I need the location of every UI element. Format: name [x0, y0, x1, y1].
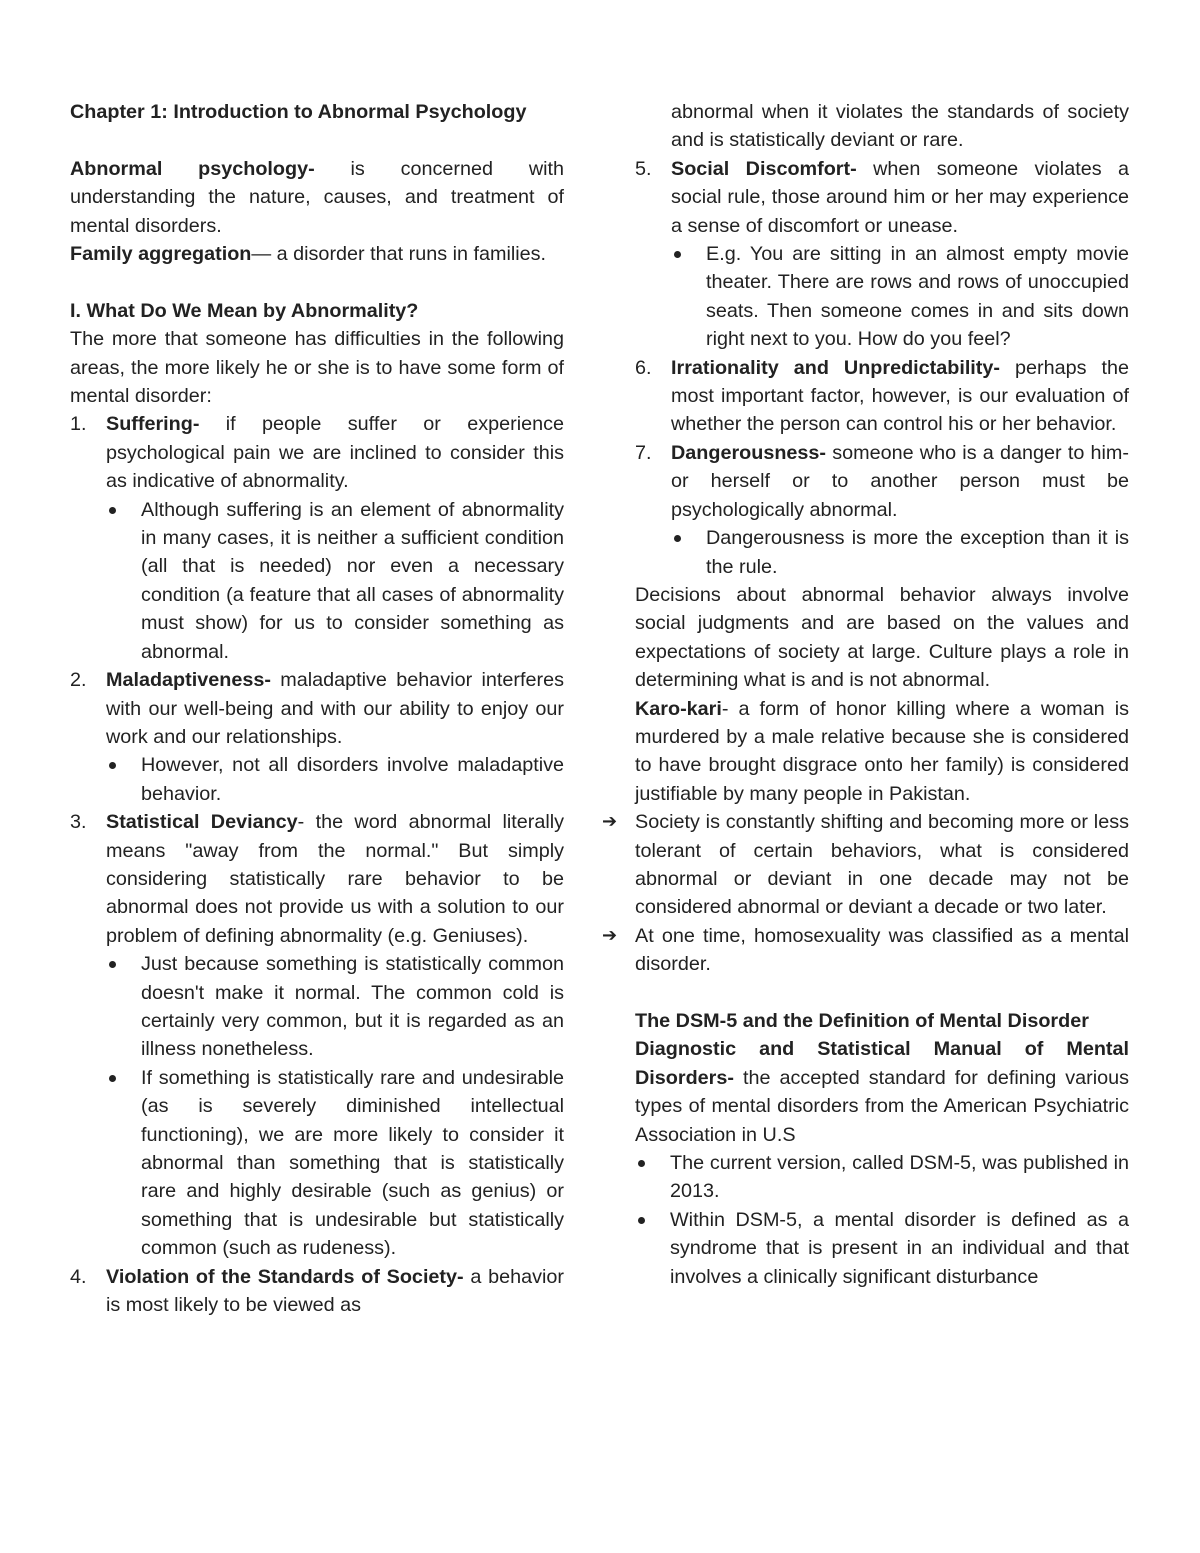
criteria-list — [70, 410, 564, 495]
bullet-dot-icon — [109, 1075, 116, 1082]
list-item: Within DSM-5, a mental disorder is defined as a syndrome that is present in an individual and that involves a clinically significant disturbance — [635, 1206, 1129, 1291]
section-intro: The more that someone has difficulties in the following areas, the more likely he or she is to have some form of mental disorder: — [70, 328, 564, 408]
definition-abnormal-psychology: Abnormal psychology- is concerned with understanding the nature, causes, and treatment of mental disorders. — [70, 157, 564, 237]
criteria-list — [635, 155, 1129, 240]
bullet-dot-icon — [638, 1160, 645, 1167]
list-item: 5. Social Discomfort- when someone violates a social rule, those around him or her may experience a sense of discomfort or unease. — [635, 157, 1129, 237]
bullet-list — [70, 496, 564, 666]
definition-family-aggregation: Family aggregation— a disorder that runs in families. — [70, 243, 547, 266]
bullet-dot-icon — [638, 1217, 645, 1224]
list-item: 3. Statistical Deviancy- the word abnormal literally means "away from the normal." But simply considering statistically rare behavior to be abnormal does not provide us with a solution to our problem of defining abnormality (e.g. Geniuses). — [70, 811, 565, 947]
criteria-list — [70, 808, 564, 950]
dsm-heading: The DSM-5 and the Definition of Mental Disorder — [635, 1009, 1089, 1032]
decisions-paragraph: Decisions about abnormal behavior always involve social judgments and are based on the values and expectations of society at large. Culture plays a role in determining what is and is not abnormal. — [635, 583, 1129, 692]
list-item: Just because something is statistically common doesn't make it normal. The common cold is certainly very common, but it is regarded as an illness nonetheless. — [106, 950, 564, 1064]
list-item: If something is statistically rare and undesirable (as is severely diminished intellectual functioning), we are more likely to consider it abnormal than something that is statistically rare and highly desirable (such as genius) or something that is undesirable but statistically common (such as rudeness). — [106, 1064, 564, 1263]
bullet-list — [635, 1149, 1129, 1291]
bullet-list — [635, 524, 1129, 581]
list-item: 7. Dangerousness- someone who is a danger to him- or herself or to another person must be psychologically abnormal. — [635, 441, 1129, 521]
arrow-list — [602, 808, 1129, 978]
list-item-continuation: abnormal when it violates the standards of society and is statistically deviant or rare. — [671, 101, 1129, 152]
definition-dsm: Diagnostic and Statistical Manual of Mental Disorders- the accepted standard for defining various types of mental disorders from the American Psychiatric Association in U.S — [635, 1038, 1129, 1146]
page-title: Chapter 1: Introduction to Abnormal Psychology — [70, 101, 527, 123]
list-item: ➔ Society is constantly shifting and becoming more or less tolerant of certain behaviors, what is considered abnormal or deviant in one decade may not be considered abnormal or deviant a decade or two later. — [635, 808, 1129, 922]
list-item: Although suffering is an element of abnormality in many cases, it is neither a sufficient condition (all that is needed) nor even a necessary condition (a feature that all cases of abnormality must show) for us to consider something as abnormal. — [106, 496, 564, 666]
list-item: Dangerousness is more the exception than it is the rule. — [671, 524, 1129, 581]
bullet-dot-icon — [109, 961, 116, 968]
bullet-dot-icon — [109, 762, 116, 769]
right-column — [602, 98, 1129, 1291]
right-arrow-icon: ➔ — [602, 924, 618, 946]
definition-karo-kari: Karo-kari- a form of honor killing where a woman is murdered by a male relative because she is considered to have brought disgrace onto her family) is considered justifiable by many people in Pakistan. — [635, 697, 1129, 805]
bullet-list — [635, 240, 1129, 354]
right-arrow-icon: ➔ — [602, 811, 618, 833]
list-item: The current version, called DSM-5, was published in 2013. — [635, 1149, 1129, 1206]
bullet-dot-icon — [674, 535, 681, 542]
bullet-list — [70, 950, 564, 1262]
bullet-dot-icon — [674, 251, 681, 258]
list-item: 2. Maladaptiveness- maladaptive behavior interferes with our well-being and with our ability to enjoy our work and our relationships. — [70, 669, 564, 748]
bullet-dot-icon — [109, 507, 116, 514]
list-item: 1. Suffering- if people suffer or experience psychological pain we are inclined to consider this as indicative of abnormality. — [70, 413, 564, 493]
list-item: 6. Irrationality and Unpredictability- perhaps the most important factor, however, is our evaluation of whether the person can control his or her behavior. — [635, 356, 1129, 436]
criteria-list — [635, 354, 1129, 524]
section-heading: I. What Do We Mean by Abnormality? — [70, 299, 419, 322]
bullet-list — [70, 751, 564, 808]
list-item: However, not all disorders involve maladaptive behavior. — [106, 751, 564, 808]
criteria-list — [70, 1263, 564, 1320]
list-item: 4. Violation of the Standards of Society- a behavior is most likely to be viewed as — [70, 1265, 565, 1317]
criteria-list — [70, 666, 564, 751]
list-item: E.g. You are sitting in an almost empty movie theater. There are rows and rows of unoccupied seats. Then someone comes in and sits down right next to you. How do you feel? — [671, 240, 1129, 354]
left-column — [70, 98, 564, 1319]
list-item: ➔ At one time, homosexuality was classified as a mental disorder. — [635, 922, 1129, 979]
